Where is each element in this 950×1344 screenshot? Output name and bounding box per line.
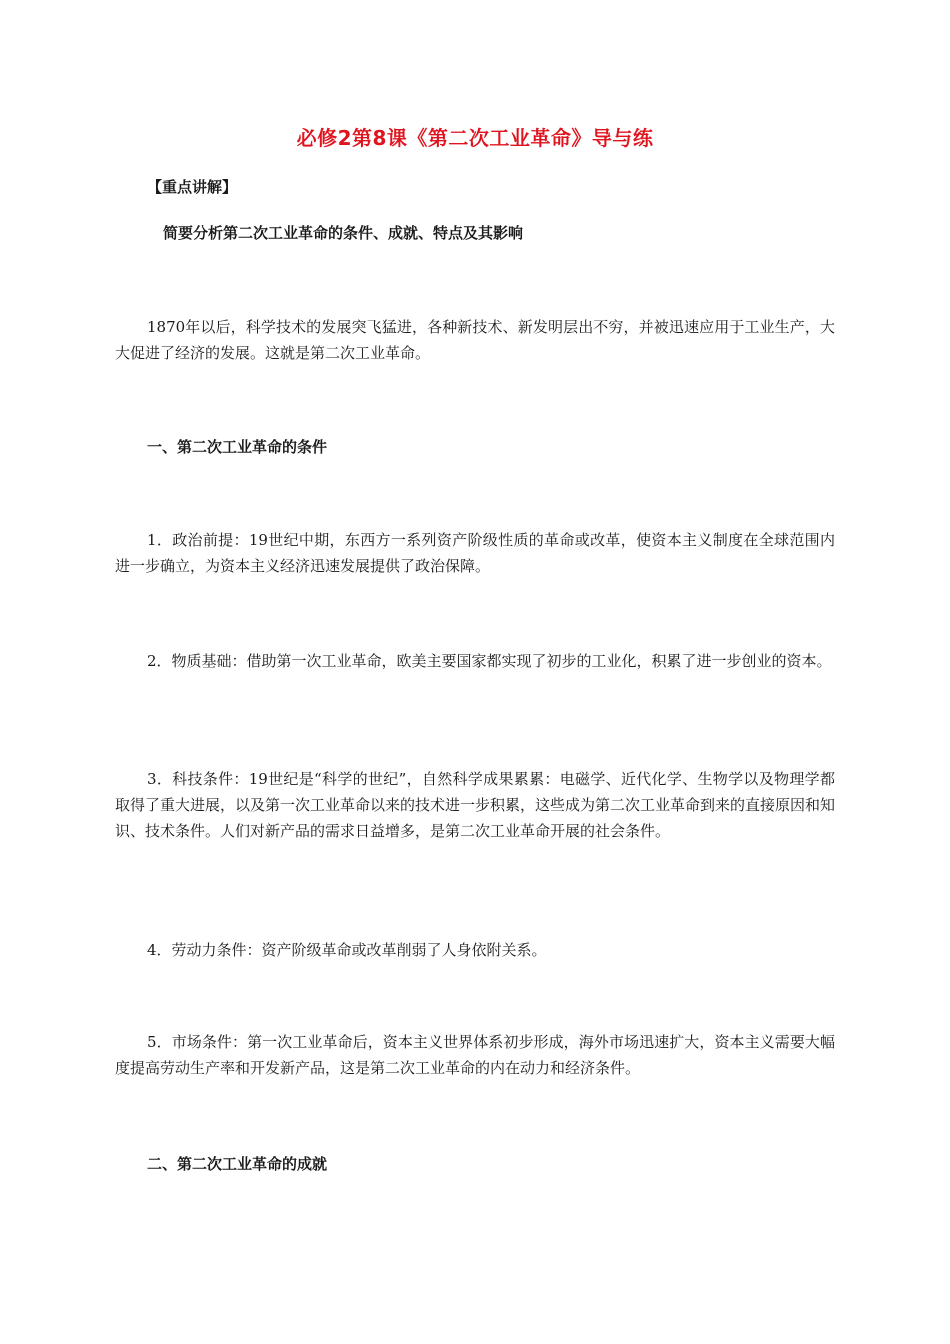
heading-conditions: 一、第二次工业革命的条件 [147, 438, 328, 456]
list-item: 2．物质基础：借助第一次工业革命，欧美主要国家都实现了初步的工业化，积累了进一步创业的资本。 [147, 652, 832, 670]
list-item: 3．科技条件：19世纪是“科学的世纪”，自然科学成果累累：电磁学、近代化学、生物学以及物理学都取得了重大进展，以及第一次工业革命以来的技术进一步积累，这些成为第二次工业革命到来的直接原因和知识、技术条件。人们对新产品的需求日益增多，是第二次工业革命开展的社会条件。 [115, 770, 836, 840]
intro-paragraph: 1870年以后，科学技术的发展突飞猛进，各种新技术、新发明层出不穷，并被迅速应用于工业生产，大大促进了经济的发展。这就是第二次工业革命。 [115, 318, 835, 362]
heading-achievements: 二、第二次工业革命的成就 [147, 1155, 328, 1173]
document-title: 必修2第8课《第二次工业革命》导与练 [296, 126, 654, 150]
list-item: 1．政治前提：19世纪中期，东西方一系列资产阶级性质的革命或改革，使资本主义制度在全球范围内进一步确立，为资本主义经济迅速发展提供了政治保障。 [115, 531, 835, 575]
list-item: 4．劳动力条件：资产阶级革命或改革削弱了人身依附关系。 [147, 941, 547, 959]
section-label: 【重点讲解】 [147, 178, 238, 196]
list-item: 5．市场条件：第一次工业革命后，资本主义世界体系初步形成，海外市场迅速扩大，资本主义需要大幅度提高劳动生产率和开发新产品，这是第二次工业革命的内在动力和经济条件。 [115, 1033, 835, 1077]
topic-heading: 简要分析第二次工业革命的条件、成就、特点及其影响 [163, 224, 524, 242]
